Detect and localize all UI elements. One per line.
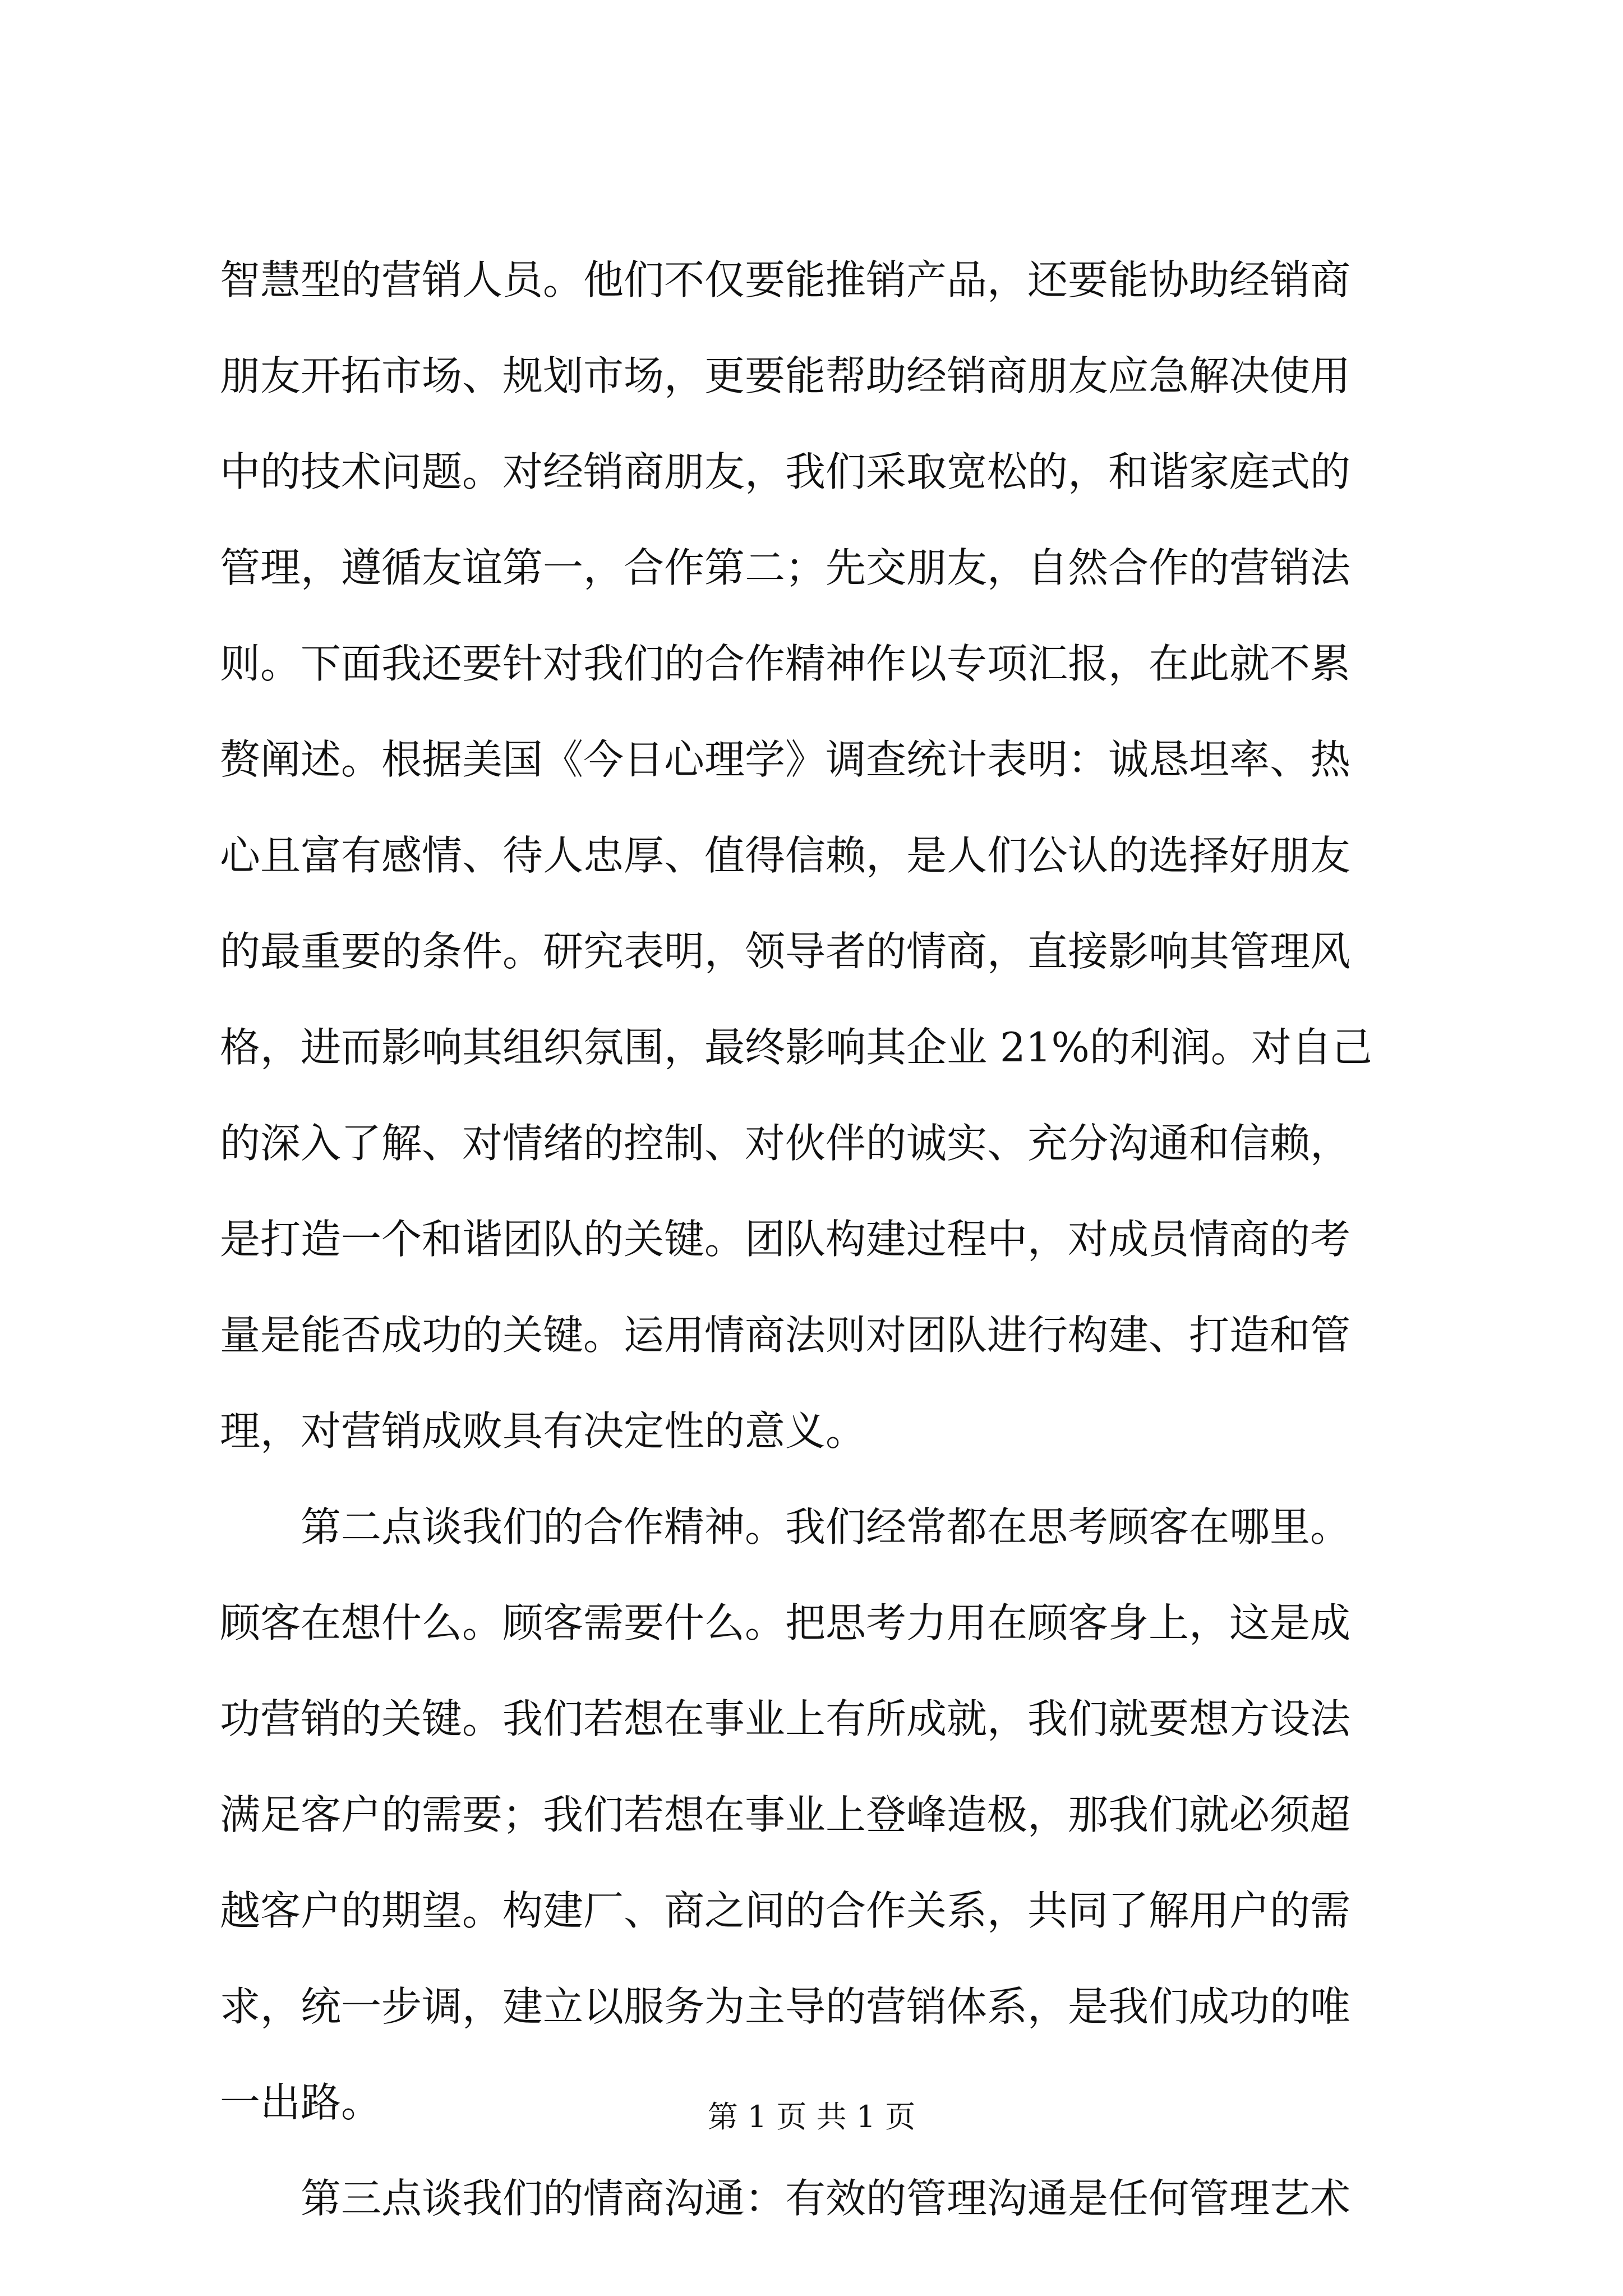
text-line: 智慧型的营销人员。他们不仅要能推销产品，还要能协助经销商 xyxy=(220,256,1351,303)
text-line: 的最重要的条件。研究表明，领导者的情商，直接影响其管理风 xyxy=(220,928,1351,975)
text-line: 越客户的期望。构建厂、商之间的合作关系，共同了解用户的需 xyxy=(220,1887,1351,1934)
paragraph xyxy=(220,2174,1431,2223)
text-line: 理，对营销成败具有决定性的意义。 xyxy=(220,1407,866,1455)
text-line: 管理，遵循友谊第一，合作第二；先交朋友，自然合作的营销法 xyxy=(220,544,1351,591)
text-line: 心且富有感情、待人忠厚、值得信赖，是人们公认的选择好朋友 xyxy=(220,832,1351,879)
page-footer: 第 1 页 共 1 页 xyxy=(707,2099,916,2134)
text-line: 朋友开拓市场、规划市场，更要能帮助经销商朋友应急解决使用 xyxy=(220,352,1351,399)
text-line: 求，统一步调，建立以服务为主导的营销体系，是我们成功的唯 xyxy=(220,1983,1351,2030)
text-line: 格，进而影响其组织氛围，最终影响其企业 21%的利润。对自己 xyxy=(220,1024,1372,1071)
paragraph xyxy=(220,256,1431,1455)
text-line: 是打造一个和谐团队的关键。团队构建过程中，对成员情商的考 xyxy=(220,1216,1351,1263)
text-line: 的深入了解、对情绪的控制、对伙伴的诚实、充分沟通和信赖， xyxy=(220,1120,1351,1167)
text-line: 赘阐述。根据美国《今日心理学》调查统计表明：诚恳坦率、热 xyxy=(220,736,1351,783)
text-line: 中的技术问题。对经销商朋友，我们采取宽松的，和谐家庭式的 xyxy=(220,448,1351,495)
text-line: 第三点谈我们的情商沟通：有效的管理沟通是任何管理艺术 xyxy=(301,2175,1351,2222)
text-line: 顾客在想什么。顾客需要什么。把思考力用在顾客身上，这是成 xyxy=(220,1599,1351,1646)
paragraph xyxy=(220,1503,1431,2127)
text-line: 一出路。 xyxy=(220,2079,382,2126)
text-line: 满足客户的需要；我们若想在事业上登峰造极，那我们就必须超 xyxy=(220,1791,1351,1838)
body-text xyxy=(220,256,1431,2270)
text-line: 量是能否成功的关键。运用情商法则对团队进行构建、打造和管 xyxy=(220,1312,1351,1359)
text-line: 第二点谈我们的合作精神。我们经常都在思考顾客在哪里。 xyxy=(301,1503,1351,1550)
text-line: 则。下面我还要针对我们的合作精神作以专项汇报，在此就不累 xyxy=(220,640,1351,687)
text-line: 功营销的关键。我们若想在事业上有所成就，我们就要想方设法 xyxy=(220,1695,1351,1742)
